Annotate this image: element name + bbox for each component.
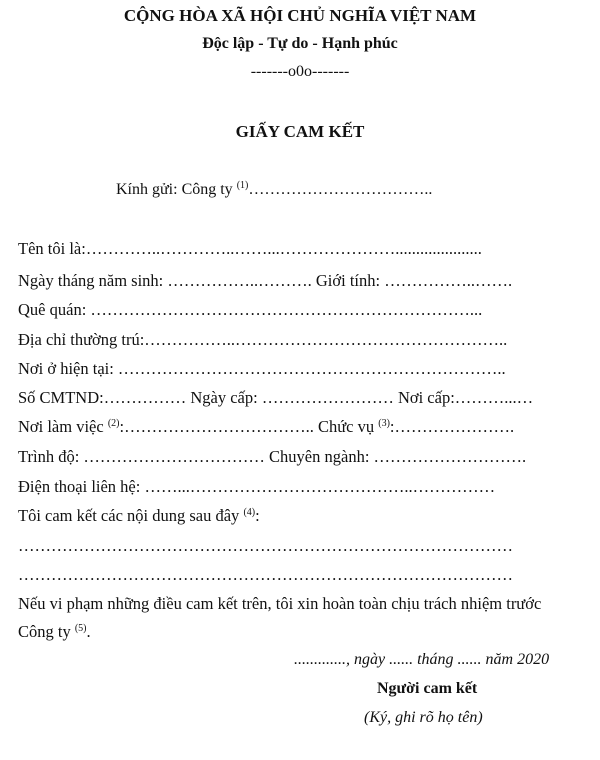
dob-gender-field: Ngày tháng năm sinh: ……………..………. Giới tính: ……………..…….: [18, 271, 513, 290]
signature-instruction: (Ký, ghi rõ họ tên): [364, 709, 483, 726]
workplace-label: Nơi làm việc: [18, 417, 104, 436]
id-card-field: Số CMTND:…………… Ngày cấp: …………………… Nơi cấp:………...…: [18, 388, 534, 407]
position-note: (3): [378, 418, 390, 429]
recipient-line: [116, 181, 432, 199]
phone-field: Điện thoại liên hệ: ……...…………………………………..……………: [18, 477, 496, 496]
recipient-note: (1): [236, 180, 249, 191]
commitment-text: Tôi cam kết các nội dung sau đây: [18, 506, 240, 525]
recipient-dots: ……………………………..: [248, 181, 433, 198]
address-field: Địa chỉ thường trú:……………..…………………………………………..: [18, 330, 508, 349]
commitment-line-1: ………………………………………………………………………………: [18, 536, 513, 555]
commitment-line-2: ………………………………………………………………………………: [18, 565, 513, 584]
motto: Độc lập - Tự do - Hạnh phúc: [202, 35, 398, 52]
commitment-note: (4): [243, 507, 256, 518]
hometown-field: Quê quán: ……………………………………………………………...: [18, 300, 483, 319]
violation-company-label: Công ty: [18, 622, 71, 641]
commitment-label: [18, 506, 260, 526]
signer-heading: Người cam kết: [377, 680, 478, 697]
workplace-position-field: [18, 417, 514, 437]
violation-end: .: [86, 622, 91, 641]
workplace-note: (2): [107, 418, 120, 429]
country-heading: CỘNG HÒA XÃ HỘI CHỦ NGHĨA VIỆT NAM: [123, 6, 477, 25]
violation-company: [18, 622, 91, 642]
signature-date: ............., ngày ...... tháng ...... năm 2020: [294, 651, 550, 668]
recipient-prefix: Kính gửi: Công ty: [116, 181, 233, 198]
commitment-colon: :: [255, 506, 260, 525]
education-field: Trình độ: …………………………… Chuyên ngành: ……………………….: [18, 447, 527, 466]
current-residence-field: Nơi ở hiện tại: ……………………………………………………………..: [18, 359, 506, 378]
workplace-dots: :…………………………….. Chức vụ: [119, 417, 375, 436]
name-field: Tên tôi là:…………..…………..……...………………….....................: [18, 239, 482, 258]
divider: -------o0o-------: [250, 63, 350, 80]
violation-text: Nếu vi phạm những điều cam kết trên, tôi xin hoàn toàn chịu trách nhiệm trước: [18, 594, 542, 613]
position-dots: :………………….: [389, 417, 515, 436]
violation-note: (5): [74, 623, 87, 634]
document-title: GIẤY CAM KẾT: [235, 122, 365, 141]
